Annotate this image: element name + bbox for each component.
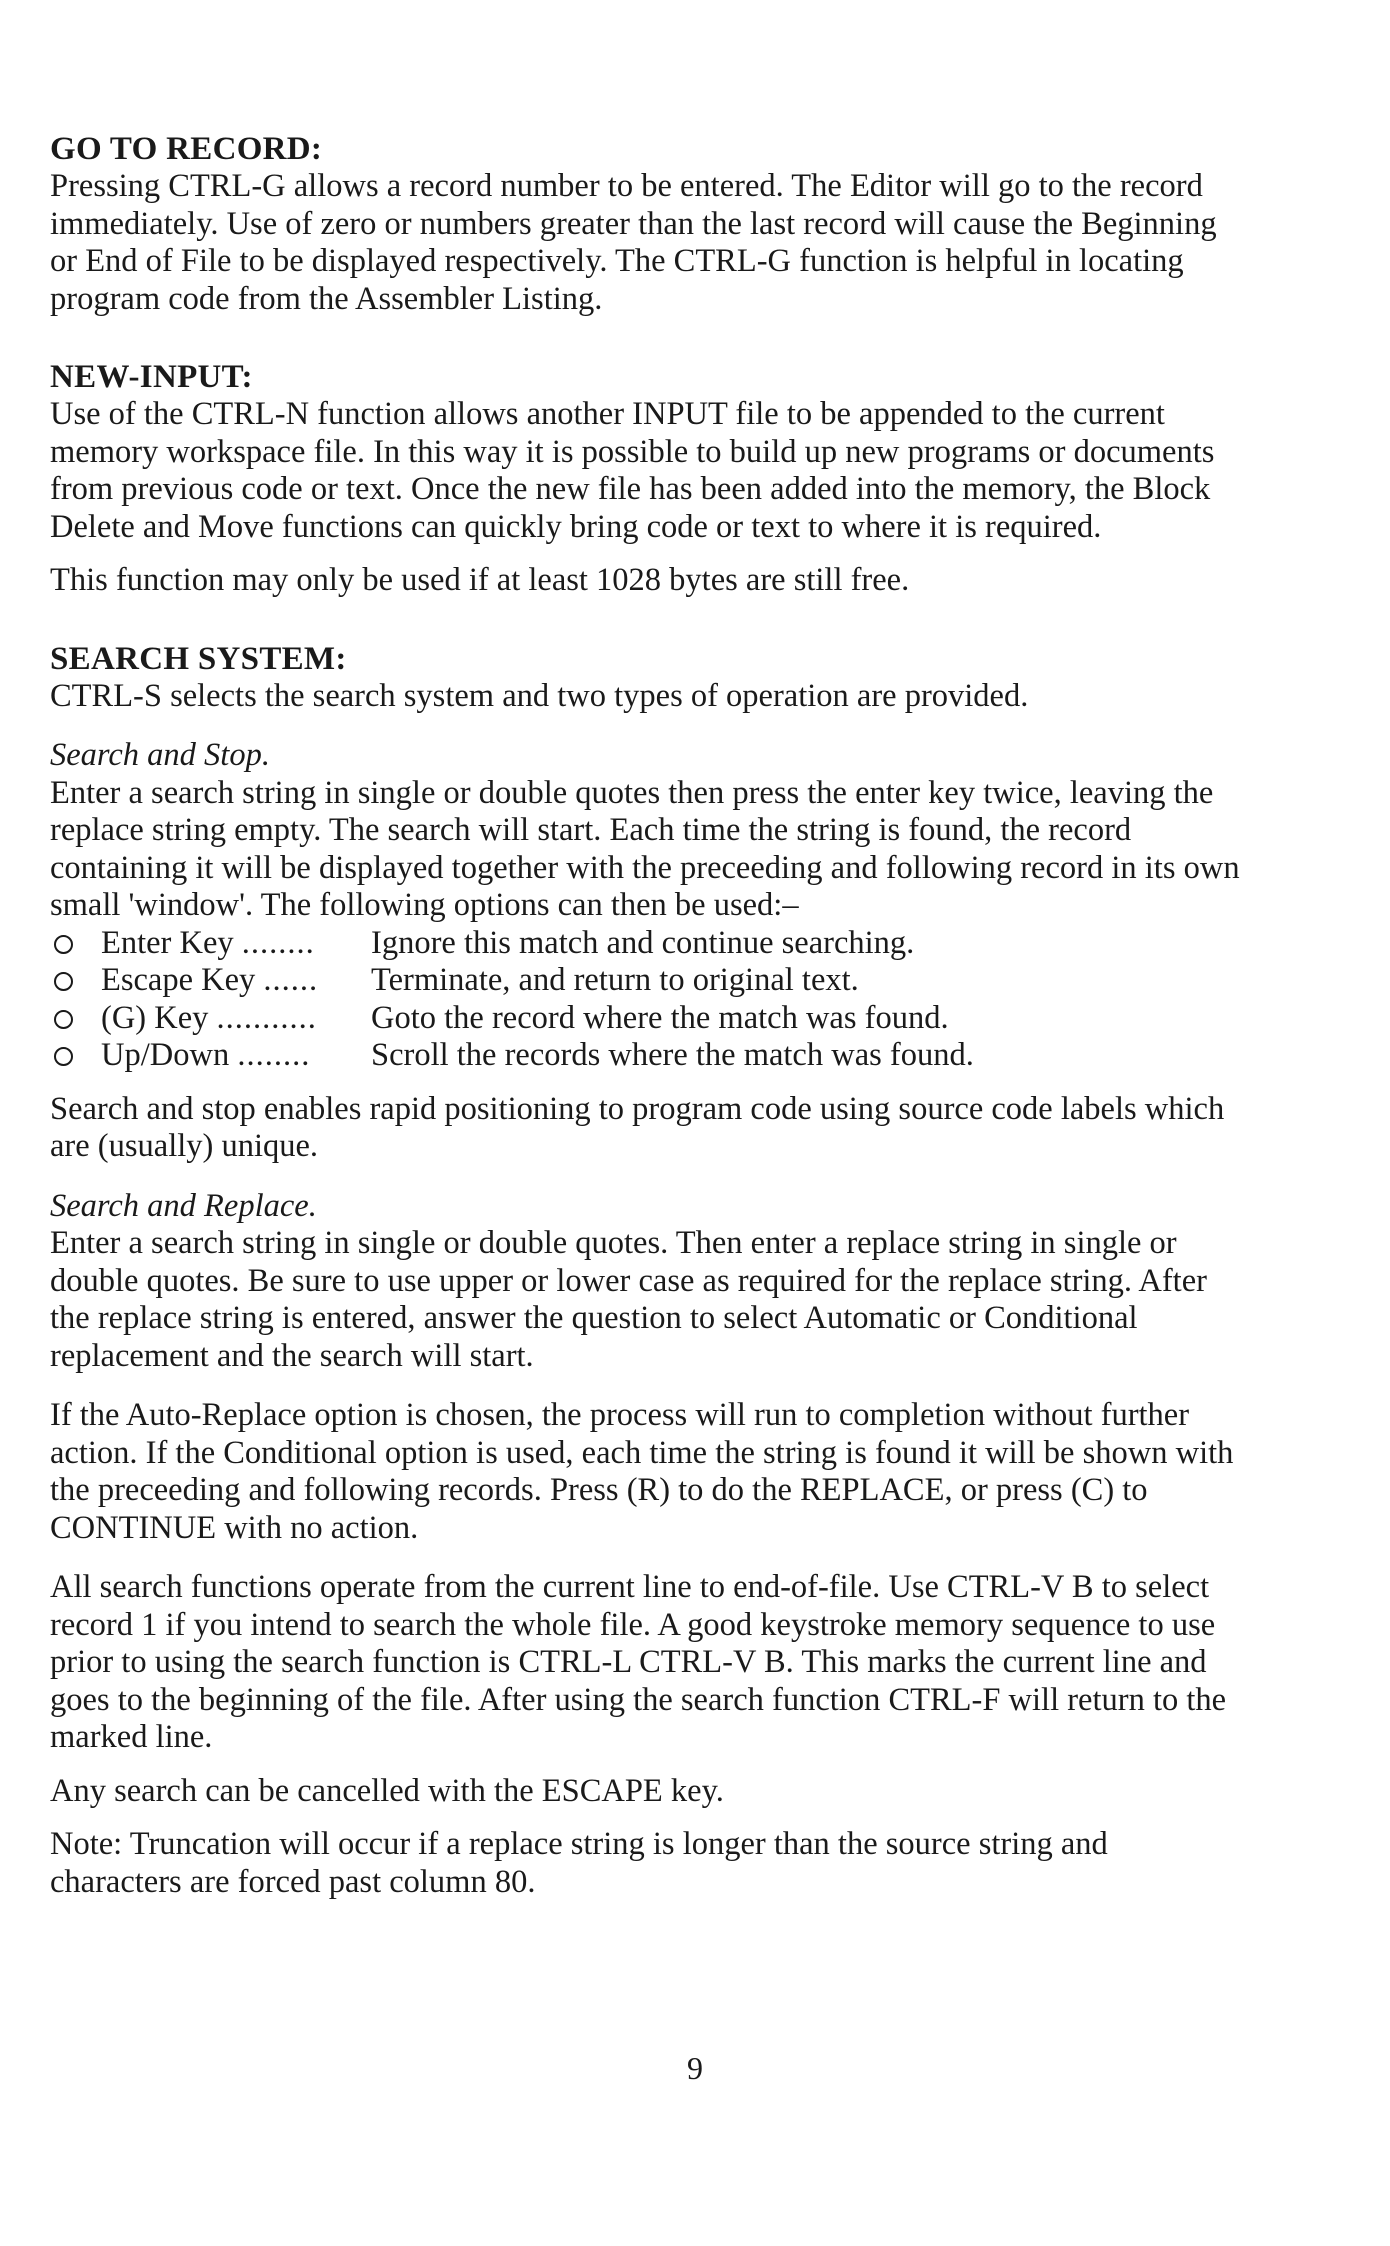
option-key: Enter Key <box>101 924 234 961</box>
circle-bullet-icon <box>54 1010 73 1029</box>
page-number: 9 <box>687 2050 703 2086</box>
option-row <box>50 1000 1240 1038</box>
goto-heading: GO TO RECORD: <box>50 131 323 167</box>
option-leader: ........ <box>237 1037 311 1073</box>
option-description: Goto the record where the match was found. <box>371 999 949 1036</box>
option-description: Terminate, and return to original text. <box>371 962 859 998</box>
truncation-note: Note: Truncation will occur if a replace string is longer than the source string and characters are forced past column 80. <box>50 1826 1108 1900</box>
search-replace-title: Search and Replace. <box>50 1187 317 1224</box>
option-row <box>50 1037 1240 1075</box>
search-heading: SEARCH SYSTEM: <box>50 640 347 677</box>
auto-replace-paragraph: If the Auto-Replace option is chosen, the process will run to completion without further action. If the Conditional option is used, each time the string is found it will be shown with the preceeding and following records. Press (R) to do the REPLACE, or press (C) to CONTINUE with no action. <box>50 1397 1234 1546</box>
search-scope-paragraph: All search functions operate from the current line to end-of-file. Use CTRL-V B to select record 1 if you intend to search the whole file. A good keystroke memory sequence to use prior to using the search function is CTRL-L CTRL-V B. This marks the current line and goes to the beginning of the file. After using the search function CTRL-F will return to the marked line. <box>50 1569 1227 1755</box>
search-intro: CTRL-S selects the search system and two types of operation are provided. <box>50 677 1029 714</box>
option-row <box>50 925 1240 963</box>
page-content <box>50 130 1240 1901</box>
option-leader: ........... <box>216 999 317 1036</box>
search-stop-summary: Search and stop enables rapid positioning to program code using source code labels which are (usually) unique. <box>50 1090 1225 1164</box>
search-cancel-paragraph: Any search can be cancelled with the ESCAPE key. <box>50 1772 724 1809</box>
search-stop-paragraph: Enter a search string in single or double quotes then press the enter key twice, leaving the replace string empty. The search will start. Each time the string is found, the record containing it will be displayed together with the preceeding and following record in its own small 'window'. The following options can then be used:– <box>50 774 1240 923</box>
search-stop-options <box>50 925 1240 1075</box>
option-leader: ........ <box>241 924 315 961</box>
newinput-heading: NEW-INPUT: <box>50 359 253 395</box>
circle-bullet-icon <box>54 972 73 991</box>
search-stop-title: Search and Stop. <box>50 737 270 773</box>
newinput-paragraph: Use of the CTRL-N function allows another INPUT file to be appended to the current memory workspace file. In this way it is possible to build up new programs or documents from previous code or text. Once the new file has been added into the memory, the Block Delete and Move functions can quickly bring code or text to where it is required. <box>50 396 1215 545</box>
option-description: Scroll the records where the match was found. <box>371 1037 974 1073</box>
newinput-bytes-note: This function may only be used if at least 1028 bytes are still free. <box>50 562 910 598</box>
circle-bullet-icon <box>54 935 73 954</box>
option-description: Ignore this match and continue searching. <box>371 924 915 961</box>
option-leader: ...... <box>263 962 319 998</box>
circle-bullet-icon <box>54 1047 73 1066</box>
search-replace-paragraph: Enter a search string in single or double quotes. Then enter a replace string in single or double quotes. Be sure to use upper or lower case as required for the replace string. After the replace string is entered, answer the question to select Automatic or Conditional replacement and the search will start. <box>50 1225 1207 1374</box>
option-key: Up/Down <box>101 1037 230 1073</box>
option-key: Escape Key <box>101 962 256 998</box>
goto-paragraph: Pressing CTRL-G allows a record number to be entered. The Editor will go to the record immediately. Use of zero or numbers greater than the last record will cause the Beginning or End of File to be displayed respectively. The CTRL-G function is helpful in locating program code from the Assembler Listing. <box>50 168 1217 317</box>
option-row <box>50 962 1240 1000</box>
option-key: (G) Key <box>101 999 209 1036</box>
